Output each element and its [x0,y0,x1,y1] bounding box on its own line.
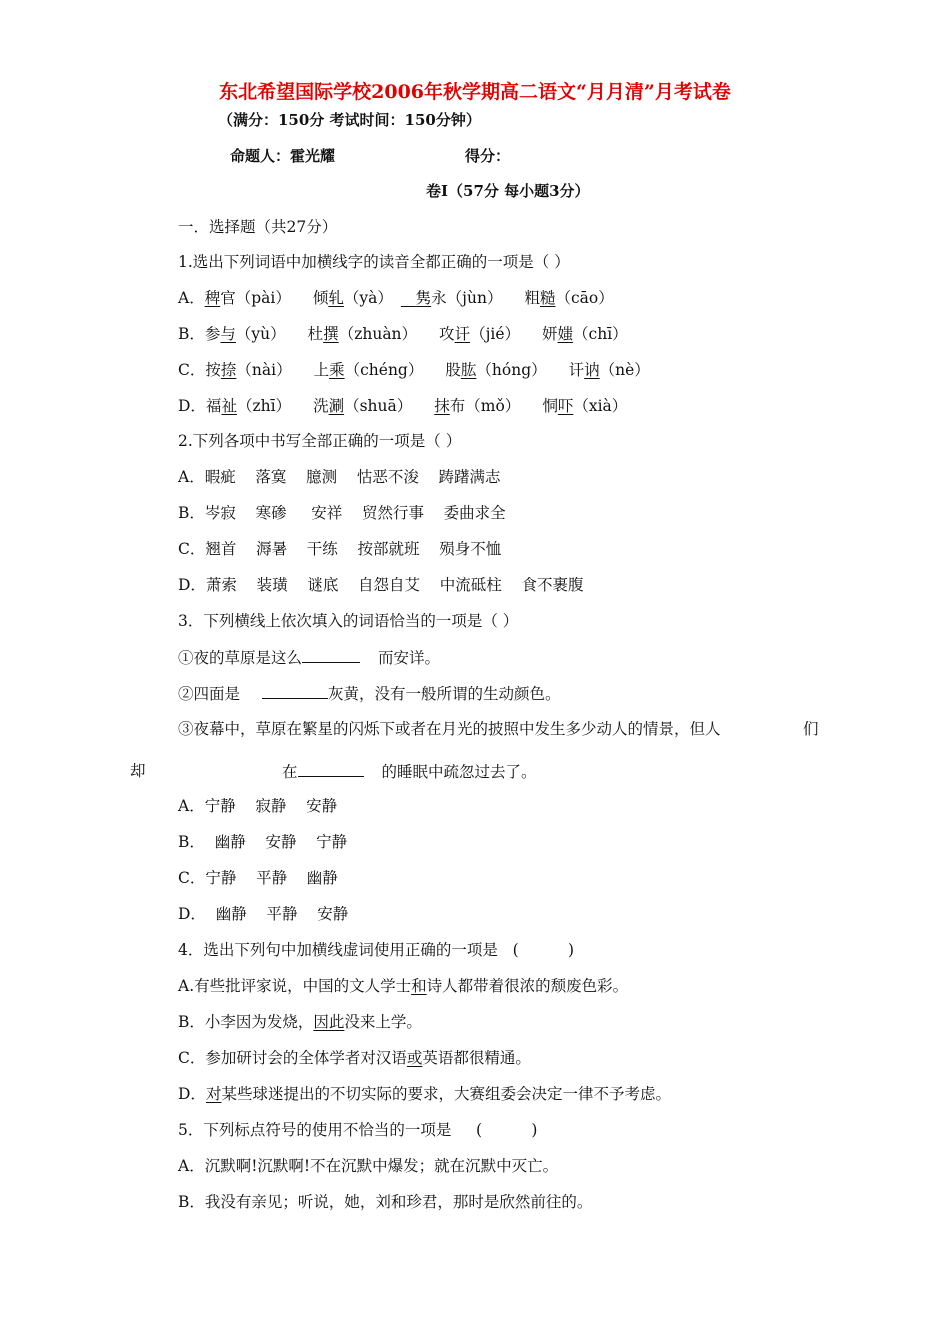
q3-stem: 3．下列横线上依次填入的词语恰当的一项是（ ） [178,612,519,630]
fill-blank-1[interactable] [302,647,360,663]
fill-blank-2[interactable] [262,683,328,699]
q4-option-c: C．参加研讨会的全体学者对汉语或英语都很精通。 [178,1049,531,1067]
q4-option-a: A.有些批评家说，中国的文人学士和诗人都带着很浓的颓废色彩。 [178,977,629,995]
q1-option-c: C．按捺（nài） 上乘（chéng） 股肱（hóng） 讦讷（nè） [178,361,650,379]
q3-sentence-3-line2-start: 却 [130,762,146,780]
q2-option-b: B．岑寂 寒碜 安祥 贸然行事 委曲求全 [178,504,506,522]
q3-sentence-3-end: 们 [803,720,819,738]
score-info: （满分：150分 考试时间：150分钟） [218,111,481,129]
q3-sentence-1: ①夜的草原是这么 而安详。 [178,649,441,667]
q2-option-d: D．萧索 装璜 谜底 自怨自艾 中流砥柱 食不裹腹 [178,576,584,594]
q1-option-b: B．参与（yù） 杜撰（zhuàn） 攻讦（jié） 妍媸（chī） [178,325,628,343]
q4-option-b: B．小李因为发烧，因此没来上学。 [178,1013,422,1031]
q1-option-a: A．稗官（pài） 倾轧（yà） 隽永（jùn） 粗糙（cāo） [178,289,614,307]
q4-stem: 4．选出下列句中加横线虚词使用正确的一项是 ( ) [178,941,575,959]
q3-sentence-3-line1: ③夜幕中，草原在繁星的闪烁下或者在月光的披照中发生多少动人的情景，但人 [178,720,721,738]
q2-option-c: C．翘首 溽暑 干练 按部就班 殒身不恤 [178,540,502,558]
fill-blank-3[interactable] [298,761,364,777]
q5-stem: 5．下列标点符号的使用不恰当的一项是 ( ) [178,1121,538,1139]
q5-option-a: A．沉默啊!沉默啊!不在沉默中爆发；就在沉默中灭亡。 [178,1157,559,1175]
volume-label: 卷I（57分 每小题3分） [426,182,590,200]
q3-option-c: C．宁静 平静 幽静 [178,869,338,887]
score-label: 得分： [465,147,511,165]
q3-sentence-3-line2: 在 的睡眠中疏忽过去了。 [282,763,537,781]
q2-option-a: A．暇疵 落寞 臆测 怙恶不浚 踌躇满志 [178,468,501,486]
q3-option-d: D． 幽静 平静 安静 [178,905,349,923]
q3-sentence-2: ②四面是 灰黄，没有一般所谓的生动颜色。 [178,685,561,703]
q3-option-b: B． 幽静 安静 宁静 [178,833,348,851]
section-heading: 一．选择题（共27分） [178,218,338,236]
q5-option-b: B．我没有亲见；听说，她，刘和珍君，那时是欣然前往的。 [178,1193,593,1211]
q4-option-d: D．对某些球迷提出的不切实际的要求，大赛组委会决定一律不予考虑。 [178,1085,671,1103]
q1-option-d: D．福祉（zhī） 洗涮（shuā） 抹布（mǒ） 恫吓（xià） [178,397,628,415]
exam-title: 东北希望国际学校2006年秋学期高二语文“月月清”月考试卷 [219,81,731,103]
q3-option-a: A．宁静 寂静 安静 [178,797,338,815]
author-label: 命题人：霍光耀 [230,147,336,165]
q1-stem: 1.选出下列词语中加横线字的读音全都正确的一项是（ ） [178,253,570,271]
q2-stem: 2.下列各项中书写全部正确的一项是（ ） [178,432,462,450]
